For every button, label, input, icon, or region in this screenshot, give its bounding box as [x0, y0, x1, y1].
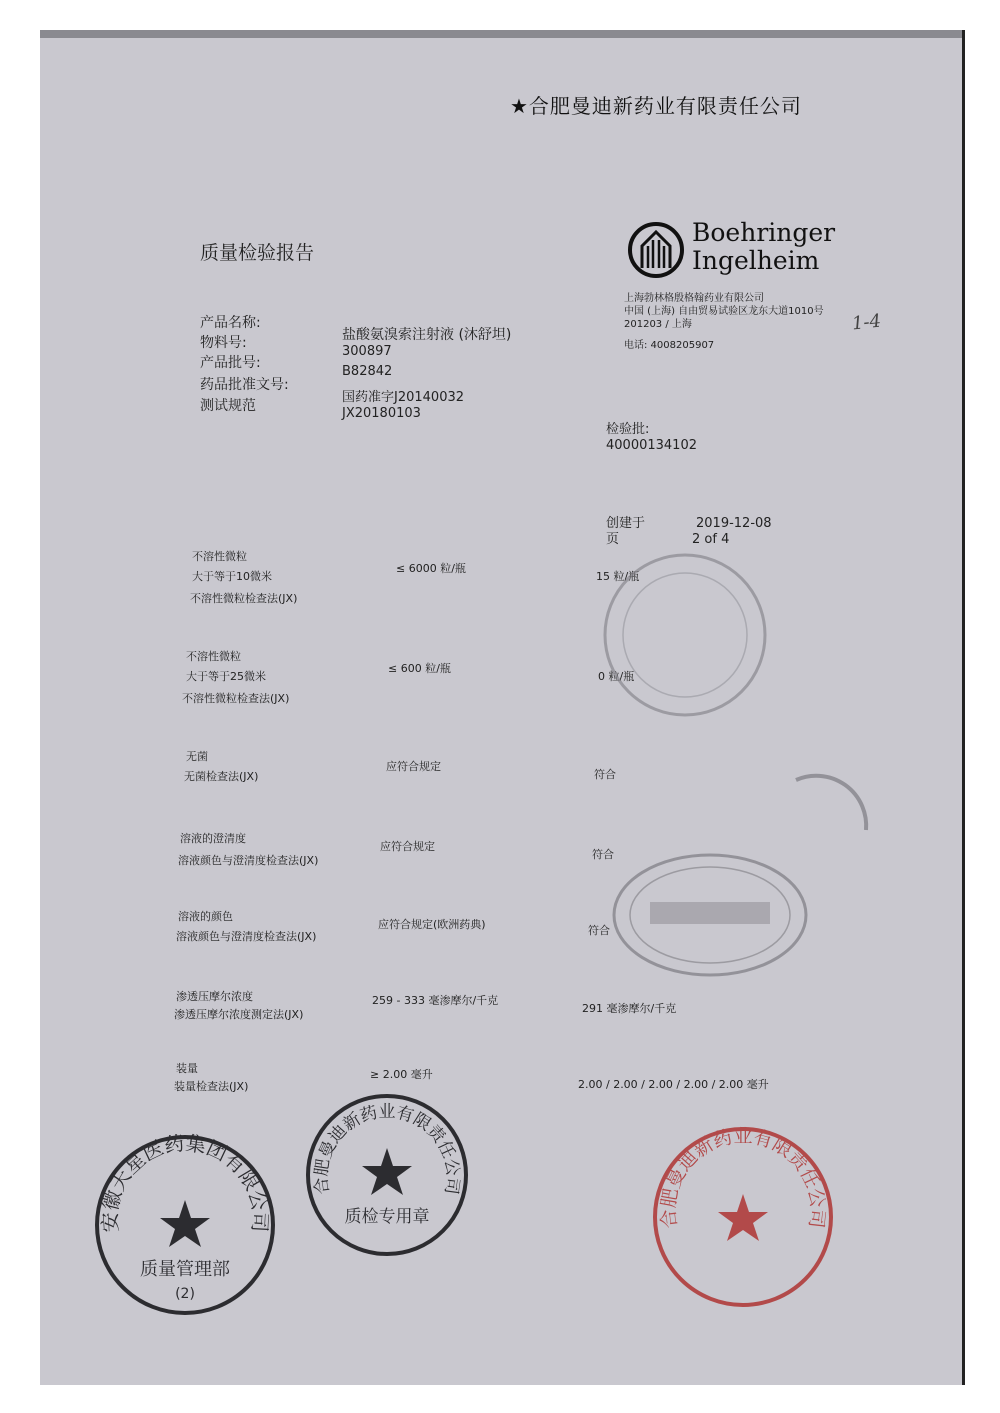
- document-page: [40, 30, 965, 1385]
- address-line: 中国 (上海) 自由贸易试验区龙东大道1010号: [624, 306, 824, 317]
- test-method: 装量检查法(JX): [174, 1080, 249, 1093]
- logo-line1: Boehringer: [692, 218, 836, 247]
- test-result: 符合: [588, 924, 610, 937]
- test-result: 符合: [592, 848, 614, 861]
- test-spec: 应符合规定(欧洲药典): [378, 918, 486, 931]
- faint-round-stamp: [600, 550, 770, 720]
- test-spec: ≤ 6000 粒/瓶: [396, 562, 466, 575]
- address-line: 电话: 4008205907: [624, 340, 715, 351]
- stamp-text: 合肥曼迪新药业有限责任公司: [311, 1102, 463, 1196]
- test-name: 不溶性微粒: [186, 650, 241, 663]
- test-method: 不溶性微粒检查法(JX): [190, 592, 298, 605]
- test-sub: 大于等于10微米: [192, 570, 272, 583]
- test-result: 15 粒/瓶: [596, 570, 640, 583]
- test-spec: ≥ 2.00 毫升: [370, 1068, 433, 1081]
- supplier-address: [624, 292, 824, 352]
- test-name: 不溶性微粒: [192, 550, 247, 563]
- approval-no-label: 药品批准文号:: [200, 377, 289, 393]
- inspection-lot-label: 检验批:: [606, 422, 650, 437]
- test-name: 无菌: [186, 750, 208, 763]
- created-label: 创建于: [606, 516, 646, 531]
- test-spec: ≤ 600 粒/瓶: [388, 662, 451, 675]
- test-name: 渗透压摩尔浓度: [176, 990, 253, 1003]
- stamp-sub: 质检专用章: [344, 1207, 430, 1227]
- test-result: 符合: [594, 768, 616, 781]
- address-line: 201203 / 上海: [624, 319, 692, 330]
- boehringer-building-icon: [626, 220, 686, 280]
- batch-no-value: B82842: [342, 364, 393, 379]
- test-spec-value: JX20180103: [342, 406, 421, 421]
- stamp-num: (2): [175, 1286, 195, 1302]
- test-result: 0 粒/瓶: [598, 670, 635, 683]
- test-spec-label: 测试规范: [200, 398, 256, 414]
- test-result: 2.00 / 2.00 / 2.00 / 2.00 / 2.00 毫升: [578, 1078, 769, 1091]
- handwritten-note: 1-4: [850, 310, 883, 335]
- quality-dept-stamp: [90, 1130, 280, 1320]
- page-value: 2 of 4: [692, 532, 730, 547]
- test-name: 装量: [176, 1062, 198, 1075]
- test-method: 无菌检查法(JX): [184, 770, 259, 783]
- test-result: 291 毫渗摩尔/千克: [582, 1002, 677, 1015]
- test-method: 渗透压摩尔浓度测定法(JX): [174, 1008, 304, 1021]
- test-name: 溶液的颜色: [178, 910, 233, 923]
- product-name-value: 盐酸氨溴索注射液 (沐舒坦): [342, 327, 512, 343]
- inspection-lot-value: 40000134102: [606, 438, 697, 453]
- batch-no-label: 产品批号:: [200, 355, 261, 371]
- material-no-label: 物料号:: [200, 335, 247, 351]
- product-name-label: 产品名称:: [200, 315, 261, 331]
- created-value: 2019-12-08: [696, 516, 772, 531]
- test-spec: 应符合规定: [380, 840, 435, 853]
- test-method: 溶液颜色与澄清度检查法(JX): [178, 854, 319, 867]
- approval-no-value: 国药准字J20140032: [342, 390, 465, 405]
- company-name: ★合肥曼迪新药业有限责任公司: [510, 94, 802, 118]
- address-line: 上海勃林格殷格翰药业有限公司: [624, 293, 764, 304]
- qc-stamp: [302, 1090, 472, 1260]
- stamp-text: 安徽天星医药集团有限公司: [97, 1130, 273, 1233]
- faint-oval-stamp: [610, 850, 810, 980]
- report-title: 质量检验报告: [200, 242, 315, 264]
- material-no-value: 300897: [342, 344, 392, 359]
- test-sub: 大于等于25微米: [186, 670, 266, 683]
- stamp-sub: 质量管理部: [140, 1259, 230, 1280]
- test-name: 溶液的澄清度: [180, 832, 246, 845]
- stamp-text: 合肥曼迪新药业有限责任公司: [657, 1125, 829, 1230]
- logo-line2: Ingelheim: [692, 246, 820, 275]
- test-method: 不溶性微粒检查法(JX): [182, 692, 290, 705]
- test-spec: 应符合规定: [386, 760, 441, 773]
- page-label: 页: [606, 532, 620, 547]
- faint-round-stamp: [776, 760, 876, 860]
- company-red-stamp: [648, 1122, 838, 1312]
- test-spec: 259 - 333 毫渗摩尔/千克: [372, 994, 499, 1007]
- test-method: 溶液颜色与澄清度检查法(JX): [176, 930, 317, 943]
